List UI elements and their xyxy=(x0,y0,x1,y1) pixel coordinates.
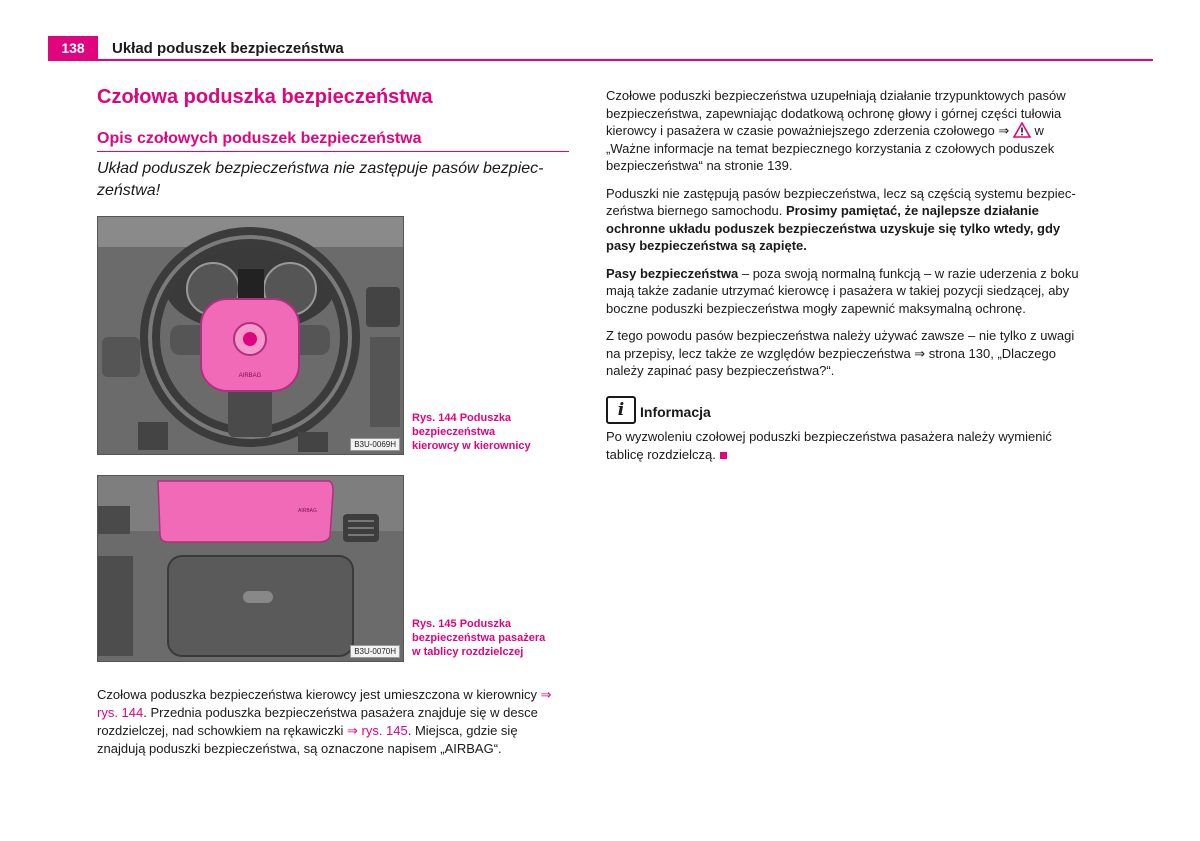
info-text xyxy=(606,428,1076,463)
right-column xyxy=(606,87,1084,390)
figure-steering-wheel xyxy=(97,216,404,455)
caption-line: w tablicy rozdzielczej xyxy=(412,646,524,658)
airbag-label: AIRBAG xyxy=(238,373,262,379)
body-text: w „Ważne informacje na temat bezpiecznego korzystania z czołowych poduszek bezpieczeństwa“ na stronie 139. xyxy=(606,123,1055,173)
figure-code: B3U-0069H xyxy=(350,438,400,451)
body-text: . Miejsca, gdzie się znajdują poduszki bezpieczeństwa, są oznaczone napisem „AIRBAG“. xyxy=(97,723,518,756)
caption-line: kierowcy w kierownicy xyxy=(412,440,531,452)
caption-line: Rys. 144 Poduszka xyxy=(412,412,512,424)
body-text: Czołowa poduszka bezpieczeństwa kierowcy jest umieszczona w kierownicy xyxy=(97,687,538,702)
airbag-label: AIRBAG xyxy=(298,508,317,514)
caption-line: bezpieczeństwa pasażera xyxy=(412,632,546,644)
figure-code: B3U-0070H xyxy=(350,645,400,658)
bold-text: Prosimy pamiętać, że najlepsze działanie ochronne układu poduszek bezpieczeństwa uzyskuje się tylko wtedy, gdy pasy bezpieczeństwa są zapięte. xyxy=(606,203,1061,253)
paragraph xyxy=(606,185,1084,255)
body-text: Po wyzwoleniu czołowej poduszki bezpieczeństwa pasażera należy wymienić tablicę rozdzielczą. xyxy=(606,429,1052,462)
info-icon: i xyxy=(606,396,636,424)
paragraph xyxy=(606,87,1084,175)
figure-caption xyxy=(412,617,562,659)
running-title: Układ poduszek bezpieczeństwa xyxy=(112,40,344,57)
lead-warning-text: Układ poduszek bezpieczeństwa nie zastępuje pasów bezpiec-zeństwa! xyxy=(97,160,544,199)
paragraph xyxy=(606,265,1084,318)
paragraph xyxy=(606,327,1084,380)
section-end-marker xyxy=(720,452,727,459)
section-title: Czołowa poduszka bezpieczeństwa xyxy=(97,86,433,108)
caption-line: Rys. 145 Poduszka xyxy=(412,618,512,630)
header-rule xyxy=(48,59,1153,61)
figure-reference-link[interactable]: ⇒ rys. 144 xyxy=(97,687,552,720)
body-text: Poduszki nie zastępują pasów bezpieczeństwa, lecz są częścią systemu bezpiec-zeństwa biernego samochodu. xyxy=(606,185,1076,218)
subtitle-rule xyxy=(97,151,569,152)
figure-caption xyxy=(412,411,562,453)
left-body-paragraph xyxy=(97,686,567,758)
body-text: . Przednia poduszka bezpieczeństwa pasażera znajduje się w desce rozdzielczej, nad schowkiem na rękawiczki xyxy=(97,705,538,738)
section-subtitle: Opis czołowych poduszek bezpieczeństwa xyxy=(97,130,422,147)
caption-line: bezpieczeństwa xyxy=(412,426,496,438)
dashboard-illustration xyxy=(98,476,403,661)
body-text: Czołowe poduszki bezpieczeństwa uzupełniają działanie trzypunktowych pasów bezpieczeństwa, zapewniając dodatkową ochronę głowy i górnej części tułowia kierowcy i pasażera w czasie poważniejszego zderzenia czołowego ⇒ xyxy=(606,88,1066,138)
page-number: 138 xyxy=(48,36,98,60)
figure-reference-link[interactable]: ⇒ rys. 145 xyxy=(346,723,408,738)
info-title: Informacja xyxy=(640,404,711,420)
steering-wheel-illustration xyxy=(98,217,403,454)
body-text: – poza swoją normalną funkcją – w razie uderzenia z boku mają także zadanie utrzymać kierowcę i pasażera w takiej pozycji siedzącej, aby boczne poduszki bezpieczeństwa mogły zapewnić maksymalną ochronę. xyxy=(606,265,1079,316)
body-text: Z tego powodu pasów bezpieczeństwa należy używać zawsze – nie tylko z uwagi na przepisy, lecz także ze względów bezpieczeństwa ⇒ strona 130, „Dlaczego należy zapinać pasy bezpieczeństwa?“. xyxy=(606,328,1075,378)
bold-text: Pasy bezpieczeństwa xyxy=(606,265,739,281)
figure-dashboard xyxy=(97,475,404,662)
warning-triangle-icon xyxy=(1013,122,1031,138)
